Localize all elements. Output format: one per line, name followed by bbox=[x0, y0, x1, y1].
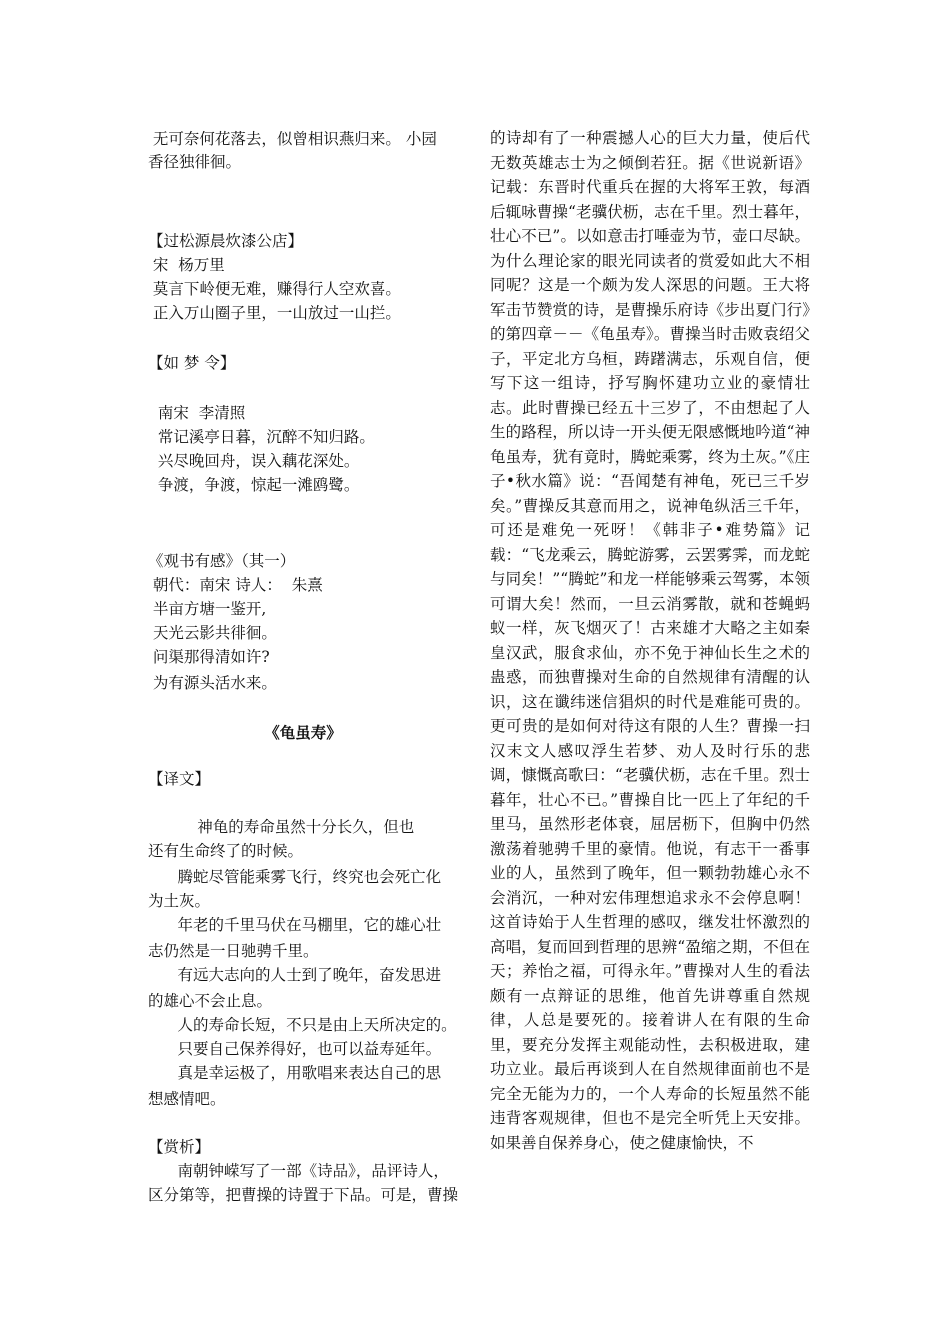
poem4-line: 为有源头活水来。 bbox=[148, 674, 277, 692]
translation-line: 只要自己保养得好，也可以益寿延年。 bbox=[148, 1040, 442, 1058]
poem4-line: 天光云影共徘徊。 bbox=[148, 624, 277, 642]
translation-line: 真是幸运极了，用歌唱来表达自己的思 bbox=[148, 1064, 442, 1082]
poem3-line: 争渡，争渡，惊起一滩鸥鹭。 bbox=[148, 476, 360, 494]
translation-line: 腾蛇尽管能乘雾飞行，终究也会死亡化 bbox=[148, 868, 442, 886]
poem2-author: 宋 杨万里 bbox=[148, 256, 225, 274]
poem4-line: 问渠那得清如许? bbox=[148, 648, 270, 666]
poem1-line: 无可奈何花落去，似曾相识燕归来。 小园 bbox=[148, 130, 437, 148]
appreciation-heading: 【赏析】 bbox=[148, 1138, 211, 1156]
poem4-title: 《观书有感》（其一） bbox=[148, 552, 296, 570]
translation-line: 有远大志向的人士到了晚年，奋发思进 bbox=[148, 966, 442, 984]
translation-line: 还有生命终了的时候。 bbox=[148, 842, 304, 860]
poem2-title: 【过松源晨炊漆公店】 bbox=[148, 232, 304, 250]
poem4-author: 朝代：南宋 诗人： 朱熹 bbox=[148, 576, 323, 594]
translation-line: 志仍然是一日驰骋千里。 bbox=[148, 942, 319, 960]
poem2-line: 莫言下岭便无难，赚得行人空欢喜。 bbox=[148, 280, 401, 298]
appreciation-line: 南朝钟嵘写了一部《诗品》，品评诗人， bbox=[148, 1162, 449, 1180]
appreciation-paragraph: 的诗却有了一种震撼人心的巨大力量，使后代无数英雄志士为之倾倒若狂。据《世说新语》记载：东晋时代重兵在握的大将军王敦，每酒后辄咏曹操“老骥伏枥，志在千里。烈士暮年，壮心不已”。以如意击打唾壶为节，壶口尽缺。为什么理论家的眼光同读者的赏爱如此大不相同呢？这是一个颇为发人深思的问题。王大将军击节赞赏的诗，是曹操乐府诗《步出夏门行》的第四章－－《龟虽寿》。曹操当时击败袁绍父子，平定北方乌桓，踌躇满志，乐观自信，便写下这一组诗，抒写胸怀建功立业的豪情壮志。此时曹操已经五十三岁了，不由想起了人生的路程，所以诗一开头便无限感慨地吟道“神龟虽寿，犹有竟时，腾蛇乘雾，终为土灰。”《庄子•秋水篇》说：“吾闻楚有神龟，死已三千岁矣。”曹操反其意而用之，说神龟纵活三千年，可还是难免一死呀！《韩非子•难势篇》记载：“飞龙乘云，腾蛇游雾，云罢雾霁，而龙蛇与同矣！”“腾蛇”和龙一样能够乘云驾雾，本领可谓大矣！然而，一旦云消雾散，就和苍蝇蚂蚁一样，灰飞烟灭了！古来雄才大略之主如秦皇汉武，服食求仙，亦不免于神仙长生之术的蛊惑，而独曹操对生命的自然规律有清醒的认识，这在谶纬迷信猖炽的时代是难能可贵的。更可贵的是如何对待这有限的人生？曹操一扫汉末文人感叹浮生若梦、劝人及时行乐的悲调，慷慨高歌曰：“老骥伏枥，志在千里。烈士暮年，壮心不已。”曹操自比一匹上了年纪的千里马，虽然形老体衰，屈居枥下，但胸中仍然激荡着驰骋千里的豪情。他说，有志干一番事业的人，虽然到了晚年，但一颗勃勃雄心永不会消沉，一种对宏伟理想追求永不会停息啊！这首诗始于人生哲理的感叹，继发壮怀激烈的高唱，复而回到哲理的思辨“盈缩之期，不但在天；养怡之福，可得永年。”曹操对人生的看法颇有一点辩证的思维，他首先讲尊重自然规律，人总是要死的。接着讲人在有限的生命里，要充分发挥主观能动性，去积极进取，建功立业。最后再谈到人在自然规律面前也不是完全无能为力的，一个人寿命的长短虽然不能违背客观规律，但也不是完全听凭上天安排。如果善自保养身心，使之健康愉快，不 bbox=[490, 129, 810, 1152]
section-title: 《龟虽寿》 bbox=[264, 723, 342, 742]
translation-line: 年老的千里马伏在马棚里，它的雄心壮 bbox=[148, 916, 442, 934]
poem3-author: 南宋 李清照 bbox=[148, 404, 246, 422]
poem3-line: 兴尽晚回舟，误入藕花深处。 bbox=[148, 452, 360, 470]
poem4-line: 半亩方塘一鉴开, bbox=[148, 600, 267, 618]
translation-heading: 【译文】 bbox=[148, 770, 211, 788]
translation-line: 为土灰。 bbox=[148, 892, 211, 910]
poem2-line: 正入万山圈子里，一山放过一山拦。 bbox=[148, 304, 401, 322]
appreciation-line: 区分第等，把曹操的诗置于下品。可是，曹操 bbox=[148, 1186, 459, 1204]
translation-line: 想感情吧。 bbox=[148, 1090, 226, 1108]
poem3-title: 【如 梦 令】 bbox=[148, 354, 236, 372]
poem3-line: 常记溪亭日暮，沉醉不知归路。 bbox=[148, 428, 375, 446]
translation-line: 的雄心不会止息。 bbox=[148, 992, 273, 1010]
poem1-line: 香径独徘徊。 bbox=[148, 153, 242, 171]
translation-line: 人的寿命长短，不只是由上天所决定的。 bbox=[148, 1016, 457, 1034]
appreciation-continued bbox=[490, 126, 810, 1155]
translation-line: 神龟的寿命虽然十分长久，但也 bbox=[148, 818, 415, 836]
